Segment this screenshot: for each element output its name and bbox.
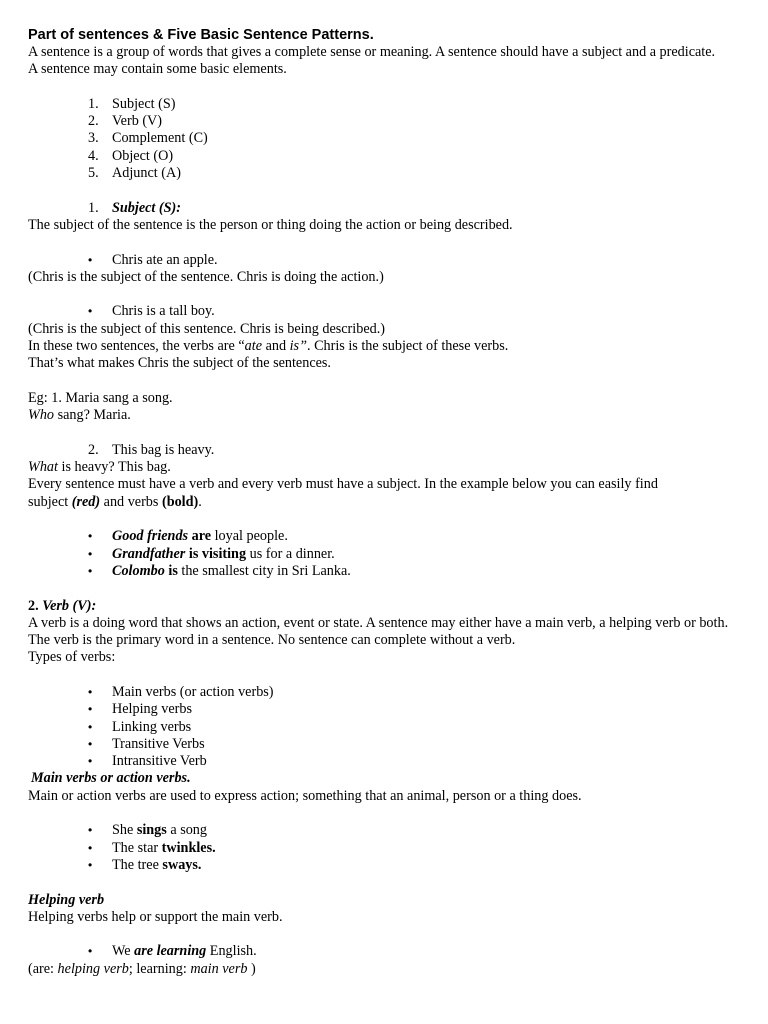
subject-heading-list bbox=[28, 200, 748, 217]
subject-example-2-note: (Chris is the subject of this sentence. Chris is being described.) bbox=[28, 320, 385, 337]
helping-verb-heading: Helping verb bbox=[28, 891, 105, 908]
eg2-list bbox=[28, 442, 748, 459]
helping-verb-note: (are: helping verb; learning: main verb ) bbox=[28, 960, 256, 977]
subject-example-1-list bbox=[28, 252, 748, 269]
verb-definition-2: The verb is the primary word in a sentence. No sentence can complete without a verb. bbox=[28, 632, 516, 649]
list-item: 2. This bag is heavy. bbox=[88, 441, 215, 458]
list-item: • Main verbs (or action verbs) bbox=[28, 684, 748, 701]
verb-definition-1: A verb is a doing word that shows an action, event or state. A sentence may either have a main verb, a helping verb or both. bbox=[28, 614, 729, 631]
verb-types-list bbox=[28, 684, 748, 770]
list-item: • Helping verbs bbox=[28, 701, 748, 718]
list-item: • Intransitive Verb bbox=[28, 753, 748, 770]
list-item: • Transitive Verbs bbox=[28, 736, 748, 753]
helping-verb-definition: Helping verbs help or support the main verb. bbox=[28, 908, 283, 925]
what-line: What is heavy? This bag. bbox=[28, 459, 171, 476]
helping-verb-example bbox=[28, 943, 748, 960]
subject-verb-bullets bbox=[28, 528, 748, 580]
verbs-line: In these two sentences, the verbs are “ate and is”. Chris is the subject of these verbs. bbox=[28, 338, 509, 355]
list-item: 2. Verb (V) bbox=[88, 113, 163, 130]
must-line-2: subject (red) and verbs (bold). bbox=[28, 493, 202, 510]
list-item: • Good friends are loyal people. bbox=[28, 528, 748, 545]
eg-line: Eg: 1. Maria sang a song. bbox=[28, 389, 173, 406]
main-verbs-heading: Main verbs or action verbs. bbox=[31, 770, 191, 787]
must-line-1: Every sentence must have a verb and every verb must have a subject. In the example below you can easily find bbox=[28, 476, 658, 493]
list-item: • Grandfather is visiting us for a dinner. bbox=[28, 546, 748, 563]
main-verb-examples bbox=[28, 822, 748, 874]
subject-definition: The subject of the sentence is the person or thing doing the action or being described. bbox=[28, 216, 513, 233]
list-item: 1. Subject (S) bbox=[88, 95, 176, 112]
intro-line-2: A sentence may contain some basic elements. bbox=[28, 61, 287, 78]
list-item: • The tree sways. bbox=[28, 857, 748, 874]
elements-list bbox=[28, 96, 748, 182]
list-item: 3. Complement (C) bbox=[88, 130, 208, 147]
list-item: • She sings a song bbox=[28, 822, 748, 839]
list-item: • Chris is a tall boy. bbox=[28, 303, 748, 320]
verb-types-label: Types of verbs: bbox=[28, 649, 116, 666]
list-item: • Linking verbs bbox=[28, 719, 748, 736]
subject-example-2-list bbox=[28, 303, 748, 320]
subject-heading: 1. Subject (S): bbox=[88, 199, 181, 216]
who-line: Who sang? Maria. bbox=[28, 407, 131, 424]
verb-heading: 2. Verb (V): bbox=[28, 597, 97, 614]
main-verbs-definition: Main or action verbs are used to express action; something that an animal, person or a thing does. bbox=[28, 787, 582, 804]
list-item: 4. Object (O) bbox=[88, 147, 174, 164]
list-item: • Colombo is the smallest city in Sri Lanka. bbox=[28, 563, 748, 580]
list-item: • Chris ate an apple. bbox=[28, 252, 748, 269]
document-title: Part of sentences & Five Basic Sentence Patterns. bbox=[28, 27, 374, 43]
intro-line-1: A sentence is a group of words that gives a complete sense or meaning. A sentence should have a subject and a predicate. bbox=[28, 44, 716, 60]
list-item: 5. Adjunct (A) bbox=[88, 165, 181, 182]
subject-example-1-note: (Chris is the subject of the sentence. Chris is doing the action.) bbox=[28, 268, 384, 285]
makes-line: That’s what makes Chris the subject of the sentences. bbox=[28, 355, 331, 372]
list-item: • We are learning English. bbox=[28, 943, 748, 960]
list-item: • The star twinkles. bbox=[28, 840, 748, 857]
